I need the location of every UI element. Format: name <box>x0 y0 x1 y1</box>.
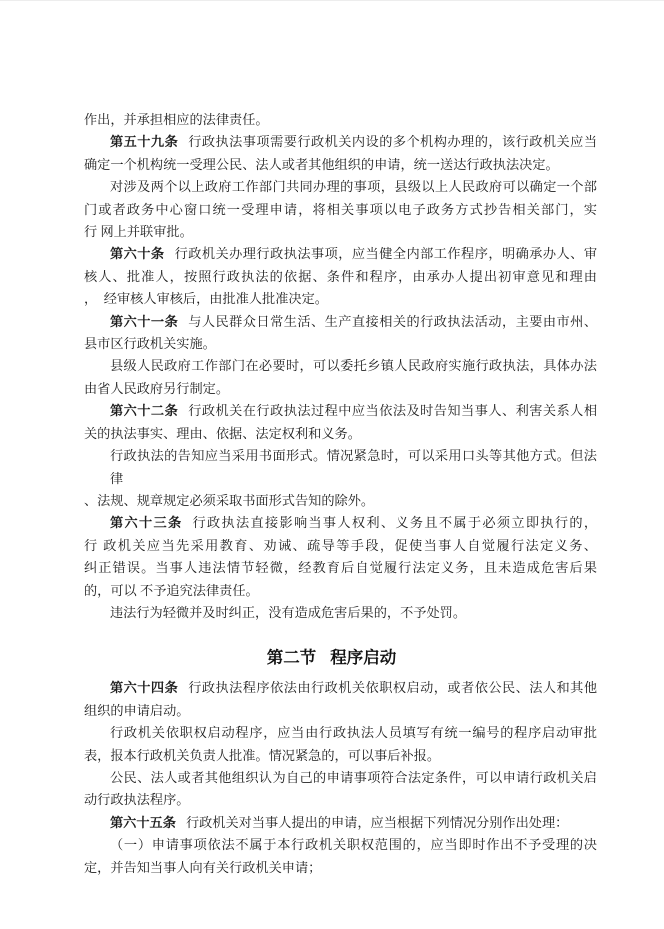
line-text: 动行政执法程序。 <box>84 792 190 808</box>
text-line <box>84 355 597 377</box>
article-number: 第五十九条 <box>110 134 179 150</box>
line-text: 行政机关办理行政执法事项，应当健全内部工作程序，明确承办人、审 <box>174 246 598 262</box>
section-title: 程序启动 <box>330 648 397 668</box>
text-line <box>84 266 597 288</box>
text-line <box>84 445 601 490</box>
line-text: 定，并告知当事人向有关行政机关申请； <box>84 859 322 875</box>
line-text: 纠正错误。当事人违法情节轻微，经教育后自觉履行法定义务，且未造成危害后果 <box>84 560 597 576</box>
line-text: 核人、批准人，按照行政执法的依据、条件和程序，由承办人提出初审意见和理由 <box>84 268 597 284</box>
line-text: 县级人民政府工作部门在必要时，可以委托乡镇人民政府实施行政执法，具体办法 <box>110 358 597 374</box>
line-text: （一）申请事项依法不属于本行政机关职权范围的，应当即时作出不予受理的决 <box>110 837 597 853</box>
text-line <box>84 221 597 243</box>
article-number: 第六十二条 <box>110 403 179 419</box>
line-text: 表，报本行政机关负责人批准。情况紧急的，可以事后补报。 <box>84 747 441 763</box>
line-text: 行政执法程序依法由行政机关依职权启动，或者依公民、法人和其他 <box>188 680 598 696</box>
text-line <box>84 154 597 176</box>
text-line <box>84 677 597 699</box>
line-text: 门或者政务中心窗口统一受理申请，将相关事项以电子政务方式抄告相关部门，实 <box>84 201 597 217</box>
text-line <box>84 857 597 879</box>
article-number: 第六十四条 <box>110 680 179 696</box>
line-text: 行政机关对当事人提出的申请，应当根据下列情况分别作出处理： <box>185 814 569 830</box>
text-line <box>84 131 597 153</box>
text-line <box>84 400 597 422</box>
line-text: 行政执法事项需要行政机关内设的多个机构办理的，该行政机关应当 <box>188 134 598 150</box>
text-line <box>84 557 597 579</box>
text-line <box>84 199 597 221</box>
text-line <box>84 722 597 744</box>
text-line <box>84 512 597 534</box>
article-number: 第六十一条 <box>110 313 179 329</box>
line-text: ， 经审核人审核后，由批准人批准决定。 <box>84 291 328 307</box>
line-text: 确定一个机构统一受理公民、法人或者其他组织的申请，统一送达行政执法决定。 <box>84 156 559 172</box>
text-line <box>84 176 597 198</box>
article-number: 第六十三条 <box>110 515 183 531</box>
line-text: 县市区行政机关实施。 <box>84 336 216 352</box>
line-text: 公民、法人或者其他组织认为自己的申请事项符合法定条件，可以申请行政机关启 <box>110 769 597 785</box>
line-text: 行 网上并联审批。 <box>84 224 193 240</box>
text-line <box>84 311 597 333</box>
text-line <box>84 602 597 624</box>
line-text: 由省人民政府另行制定。 <box>84 380 230 396</box>
document-body <box>84 109 601 879</box>
text-line <box>84 378 597 400</box>
line-text: 行政执法的告知应当采用书面形式。情况紧急时，可以采用口头等其他方式。但法 律 <box>110 448 601 486</box>
text-line <box>84 789 597 811</box>
line-text: 行政机关依职权启动程序，应当由行政执法人员填写有统一编号的程序启动审批 <box>110 725 597 741</box>
text-line <box>84 745 597 767</box>
line-text: 关的执法事实、理由、依据、法定权利和义务。 <box>84 425 361 441</box>
text-line <box>84 423 597 445</box>
line-text: 行政执法直接影响当事人权利、义务且不属于必须立即执行的， <box>192 515 598 531</box>
text-line <box>84 288 597 310</box>
article-number: 第六十条 <box>110 246 165 262</box>
text-line <box>84 243 597 265</box>
article-number: 第六十五条 <box>110 814 176 830</box>
text-line <box>84 109 597 131</box>
line-text: 行政机关在行政执法过程中应当依法及时告知当事人、利害关系人相 <box>188 403 598 419</box>
text-line <box>84 834 597 856</box>
line-text: 违法行为轻微并及时纠正，没有造成危害后果的，不予处罚。 <box>110 604 467 620</box>
text-line <box>84 333 597 355</box>
line-text: 、法规、规章规定必须采取书面形式告知的除外。 <box>84 492 375 508</box>
line-text: 组织的申请启动。 <box>84 702 190 718</box>
section-heading <box>84 646 579 670</box>
line-text: 的，可以 不予追究法律责任。 <box>84 582 259 598</box>
text-line <box>84 812 597 834</box>
line-text: 作出，并承担相应的法律责任。 <box>84 112 269 127</box>
text-line <box>84 767 597 789</box>
text-line <box>84 535 597 557</box>
line-text: 与人民群众日常生活、生产直接相关的行政执法活动，主要由市州、 <box>188 313 598 329</box>
text-line <box>84 490 597 512</box>
text-line <box>84 580 597 602</box>
section-number: 第二节 <box>266 648 317 668</box>
text-line <box>84 700 597 722</box>
line-text: 对涉及两个以上政府工作部门共同办理的事项，县级以上人民政府可以确定一个部 <box>110 179 597 195</box>
line-text: 行 政机关应当先采用教育、劝诫、疏导等手段，促使当事人自觉履行法定义务、 <box>84 537 597 553</box>
